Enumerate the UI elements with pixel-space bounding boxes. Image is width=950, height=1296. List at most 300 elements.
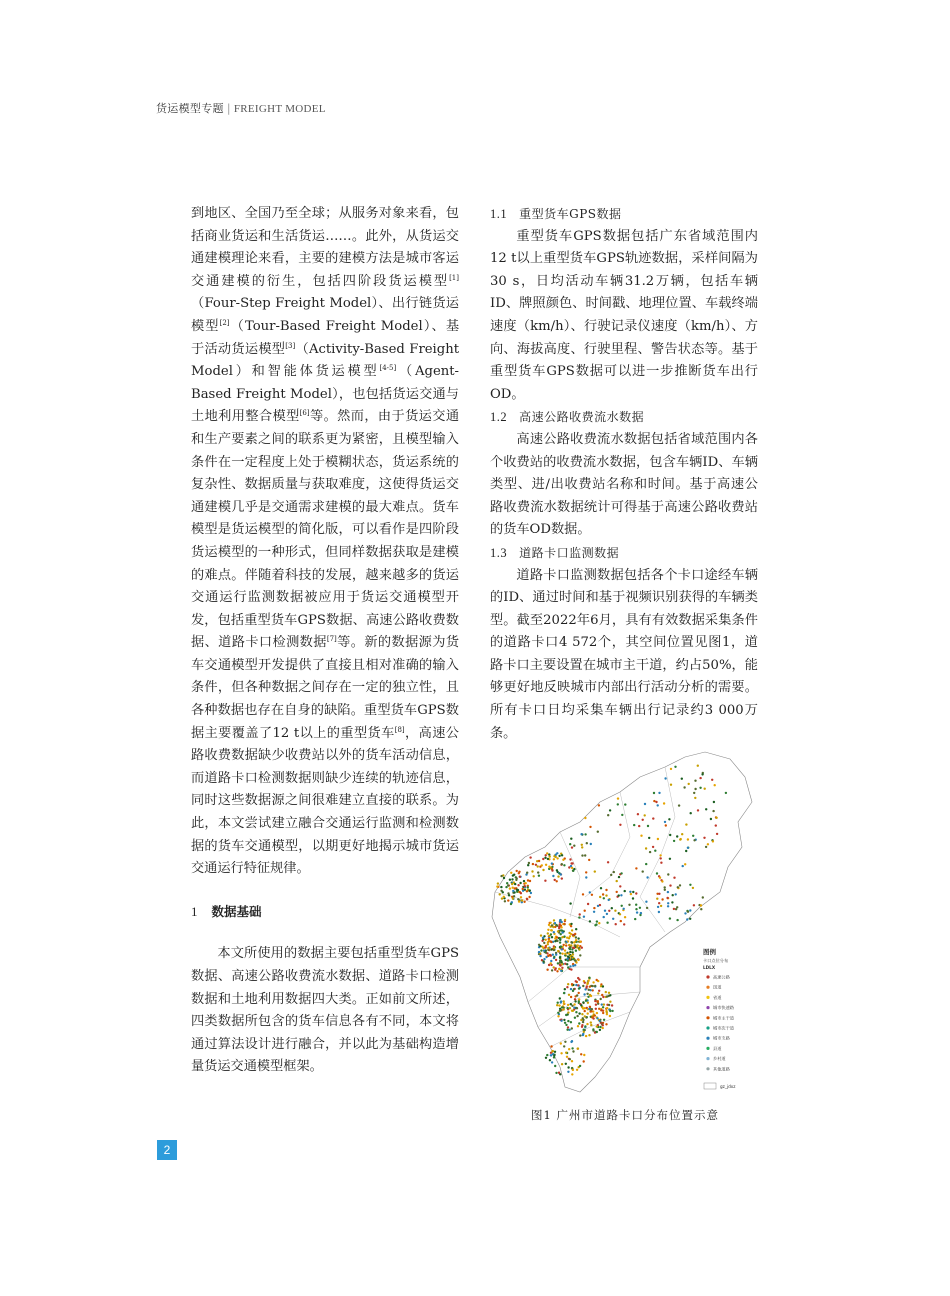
- checkpoint-dot: [623, 923, 625, 925]
- checkpoint-dot: [563, 944, 565, 946]
- checkpoint-dot: [578, 978, 580, 980]
- checkpoint-dot: [577, 1047, 579, 1049]
- checkpoint-dot: [597, 905, 599, 907]
- checkpoint-dot: [611, 907, 613, 909]
- checkpoint-dot: [512, 890, 514, 892]
- checkpoint-dot: [656, 872, 658, 874]
- checkpoint-dot: [582, 1021, 584, 1023]
- checkpoint-dot: [581, 854, 583, 856]
- right-column: [490, 203, 758, 745]
- checkpoint-dot: [586, 842, 588, 844]
- legend-swatch: [706, 975, 709, 978]
- checkpoint-dot: [570, 1003, 572, 1005]
- ref-4-5[interactable]: [4-5]: [379, 364, 397, 373]
- checkpoint-dot: [587, 982, 589, 984]
- checkpoint-dot: [560, 970, 562, 972]
- checkpoint-dot: [576, 1007, 578, 1009]
- checkpoint-dot: [553, 956, 555, 958]
- checkpoint-dot: [578, 916, 580, 918]
- checkpoint-dot: [545, 939, 547, 941]
- checkpoint-dot: [635, 892, 637, 894]
- section-1-3-paragraph: 道路卡口监测数据包括各个卡口途经车辆的ID、通过时间和基于视频识别获得的车辆类型。截至2022年6月，具有有效数据采集条件的道路卡口4 572个，其空间位置见图1，道路卡口主要设置在城市主干道，约占50%，能够更好地反映城市内部出行活动分析的需要。所有卡口日均采集车辆出行记录约3 000万条。: [490, 567, 758, 741]
- checkpoint-dot: [587, 996, 589, 998]
- checkpoint-dot: [565, 1063, 567, 1065]
- map-legend: [701, 944, 756, 1094]
- checkpoint-dot: [644, 803, 646, 805]
- checkpoint-dot: [561, 877, 563, 879]
- header-separator: |: [226, 102, 231, 115]
- checkpoint-dot: [529, 889, 531, 891]
- checkpoint-dot: [614, 910, 616, 912]
- checkpoint-dot: [547, 943, 549, 945]
- checkpoint-dot: [694, 788, 696, 790]
- checkpoint-dot: [571, 846, 573, 848]
- checkpoint-dot: [574, 1017, 576, 1019]
- checkpoint-dot: [640, 835, 642, 837]
- checkpoint-dot: [609, 1010, 611, 1012]
- checkpoint-dot: [580, 833, 582, 835]
- checkpoint-dot: [633, 824, 635, 826]
- checkpoint-dot: [532, 863, 534, 865]
- left-column: [191, 203, 459, 1079]
- checkpoint-dot: [563, 1045, 565, 1047]
- checkpoint-dot: [583, 916, 585, 918]
- checkpoint-dot: [582, 1001, 584, 1003]
- checkpoint-dot: [560, 929, 562, 931]
- checkpoint-dot: [620, 872, 622, 874]
- checkpoint-dot: [564, 1041, 566, 1043]
- checkpoint-dot: [609, 1015, 611, 1017]
- checkpoint-dot: [583, 1054, 585, 1056]
- checkpoint-dot: [572, 1069, 574, 1071]
- checkpoint-dot: [582, 1017, 584, 1019]
- checkpoint-dot: [566, 958, 568, 960]
- checkpoint-dot: [597, 992, 599, 994]
- checkpoint-dot: [567, 966, 569, 968]
- checkpoint-dot: [589, 1006, 591, 1008]
- checkpoint-dot: [559, 997, 561, 999]
- checkpoint-dot: [543, 950, 545, 952]
- checkpoint-dot: [577, 937, 579, 939]
- running-header: [156, 100, 326, 116]
- checkpoint-dot: [687, 838, 689, 840]
- legend-swatch: [706, 1057, 709, 1060]
- checkpoint-dot: [694, 780, 696, 782]
- checkpoint-dot: [589, 826, 591, 828]
- checkpoint-dot: [555, 1072, 557, 1074]
- checkpoint-dot: [575, 939, 577, 941]
- checkpoint-dot: [569, 935, 571, 937]
- checkpoint-dot: [516, 870, 518, 872]
- checkpoint-dot: [636, 911, 638, 913]
- checkpoint-dot: [581, 1026, 583, 1028]
- checkpoint-dot: [554, 1051, 556, 1053]
- checkpoint-dot: [601, 994, 603, 996]
- checkpoint-dot: [529, 880, 531, 882]
- checkpoint-dot: [700, 908, 702, 910]
- checkpoint-dot: [658, 893, 660, 895]
- checkpoint-dot: [642, 870, 644, 872]
- checkpoint-dot: [548, 939, 550, 941]
- checkpoint-dot: [701, 773, 703, 775]
- checkpoint-dot: [700, 904, 702, 906]
- checkpoint-dot: [561, 953, 563, 955]
- checkpoint-dot: [595, 1004, 597, 1006]
- checkpoint-dot: [561, 1006, 563, 1008]
- ref-6[interactable]: [6]: [299, 409, 310, 418]
- checkpoint-dot: [582, 1034, 584, 1036]
- legend-field: LDLX: [703, 965, 716, 970]
- checkpoint-dot: [712, 840, 714, 842]
- section-1-3-heading: 1.3 道路卡口监测数据: [490, 545, 620, 560]
- legend-label: 高速公路: [713, 974, 730, 980]
- checkpoint-dot: [540, 949, 542, 951]
- checkpoint-dot: [602, 1012, 604, 1014]
- checkpoint-dot: [694, 797, 696, 799]
- checkpoint-dot: [652, 846, 654, 848]
- checkpoint-dot: [596, 979, 598, 981]
- checkpoint-dot: [553, 947, 555, 949]
- checkpoint-dot: [568, 944, 570, 946]
- checkpoint-dot: [590, 1024, 592, 1026]
- checkpoint-dot: [600, 998, 602, 1000]
- checkpoint-dot: [547, 932, 549, 934]
- checkpoint-dot: [594, 1000, 596, 1002]
- checkpoint-dot: [611, 1010, 613, 1012]
- checkpoint-dot: [584, 817, 586, 819]
- checkpoint-dot: [577, 1025, 579, 1027]
- checkpoint-dot: [568, 1048, 570, 1050]
- checkpoint-dot: [571, 862, 573, 864]
- checkpoint-dot: [664, 889, 666, 891]
- checkpoint-dot: [697, 809, 699, 811]
- checkpoint-dot: [569, 843, 571, 845]
- checkpoint-dot: [585, 876, 587, 878]
- checkpoint-dot: [642, 819, 644, 821]
- page-number: 2: [157, 1140, 177, 1160]
- checkpoint-dot: [560, 945, 562, 947]
- checkpoint-dot: [624, 916, 626, 918]
- legend-label: 城市主干道: [713, 1015, 734, 1021]
- checkpoint-dot: [512, 887, 514, 889]
- checkpoint-dot: [676, 835, 678, 837]
- checkpoint-dot: [690, 812, 692, 814]
- checkpoint-dot: [557, 930, 559, 932]
- checkpoint-dot: [578, 987, 580, 989]
- checkpoint-dot: [546, 952, 548, 954]
- checkpoint-dot: [692, 887, 694, 889]
- checkpoint-dot: [576, 946, 578, 948]
- checkpoint-dot: [550, 941, 552, 943]
- checkpoint-dot: [702, 896, 704, 898]
- checkpoint-dot: [667, 905, 669, 907]
- checkpoint-dot: [638, 825, 640, 827]
- checkpoint-dot: [670, 784, 672, 786]
- checkpoint-dot: [555, 954, 557, 956]
- checkpoint-dot: [546, 852, 548, 854]
- checkpoint-dot: [661, 880, 663, 882]
- checkpoint-dot: [543, 942, 545, 944]
- checkpoint-dot: [503, 896, 505, 898]
- checkpoint-dot: [538, 860, 540, 862]
- checkpoint-dot: [591, 894, 593, 896]
- checkpoint-dot: [567, 1004, 569, 1006]
- checkpoint-dot: [569, 948, 571, 950]
- checkpoint-dot: [596, 1012, 598, 1014]
- checkpoint-dot: [572, 1010, 574, 1012]
- checkpoint-dot: [602, 985, 604, 987]
- checkpoint-dot: [545, 864, 547, 866]
- checkpoint-dot: [557, 875, 559, 877]
- checkpoint-dot: [693, 792, 695, 794]
- checkpoint-dot: [521, 899, 523, 901]
- ref-8[interactable]: [8]: [394, 725, 405, 734]
- checkpoint-dot: [607, 814, 609, 816]
- checkpoint-dot: [507, 899, 509, 901]
- checkpoint-dot: [506, 882, 508, 884]
- checkpoint-dot: [600, 1009, 602, 1011]
- checkpoint-dot: [556, 1004, 558, 1006]
- checkpoint-dot: [561, 921, 563, 923]
- checkpoint-dot: [619, 913, 621, 915]
- checkpoint-dot: [584, 910, 586, 912]
- checkpoint-dot: [561, 936, 563, 938]
- checkpoint-dot: [507, 884, 509, 886]
- checkpoint-dot: [715, 824, 717, 826]
- checkpoint-dot: [666, 897, 668, 899]
- checkpoint-dot: [539, 955, 541, 957]
- checkpoint-dot: [559, 941, 561, 943]
- legend-title: 图例: [703, 948, 716, 956]
- checkpoint-dot: [617, 803, 619, 805]
- checkpoint-dot: [605, 889, 607, 891]
- checkpoint-dot: [566, 986, 568, 988]
- checkpoint-dot: [555, 854, 557, 856]
- legend-swatch: [706, 1047, 709, 1050]
- checkpoint-dot: [519, 876, 521, 878]
- checkpoint-dot: [665, 824, 667, 826]
- checkpoint-dot: [564, 949, 566, 951]
- checkpoint-dot: [610, 874, 612, 876]
- checkpoint-dot: [664, 821, 666, 823]
- checkpoint-dot: [609, 994, 611, 996]
- checkpoint-dot: [640, 912, 642, 914]
- checkpoint-dot: [496, 885, 498, 887]
- checkpoint-dot: [562, 859, 564, 861]
- checkpoint-dot: [575, 961, 577, 963]
- legend-district-label: gz_jdxz: [720, 1084, 736, 1089]
- checkpoint-dot: [549, 1059, 551, 1061]
- checkpoint-dot: [529, 856, 531, 858]
- checkpoint-dot: [556, 869, 558, 871]
- checkpoint-dot: [657, 838, 659, 840]
- legend-swatch: [706, 1026, 709, 1029]
- checkpoint-dot: [572, 965, 574, 967]
- checkpoint-dot: [557, 962, 559, 964]
- checkpoint-dot: [497, 882, 499, 884]
- checkpoint-dot: [576, 1069, 578, 1071]
- checkpoint-dot: [590, 1021, 592, 1023]
- checkpoint-dot: [559, 952, 561, 954]
- checkpoint-dot: [645, 863, 647, 865]
- checkpoint-dot: [597, 1001, 599, 1003]
- checkpoint-dot: [566, 1007, 568, 1009]
- checkpoint-dot: [649, 851, 651, 853]
- checkpoint-dot: [578, 948, 580, 950]
- checkpoint-dot: [618, 876, 620, 878]
- checkpoint-dot: [584, 982, 586, 984]
- checkpoint-dot: [571, 1047, 573, 1049]
- ref-7[interactable]: [7]: [326, 635, 337, 644]
- checkpoint-dot: [557, 1015, 559, 1017]
- legend-label: 乡村道: [713, 1056, 726, 1062]
- checkpoint-dot: [541, 864, 543, 866]
- legend-label: 国道: [713, 984, 722, 990]
- checkpoint-dot: [503, 877, 505, 879]
- legend-label: 其他道路: [713, 1066, 730, 1072]
- checkpoint-dot: [590, 843, 592, 845]
- checkpoint-dot: [523, 901, 525, 903]
- checkpoint-dot: [678, 804, 680, 806]
- ref-3[interactable]: [3]: [285, 341, 296, 350]
- checkpoint-dot: [550, 960, 552, 962]
- checkpoint-dot: [527, 864, 529, 866]
- checkpoint-dot: [558, 968, 560, 970]
- checkpoint-dot: [508, 894, 510, 896]
- checkpoint-dot: [657, 804, 659, 806]
- checkpoint-dot: [563, 992, 565, 994]
- checkpoint-dot: [675, 908, 677, 910]
- checkpoint-dot: [704, 788, 706, 790]
- checkpoint-dot: [581, 947, 583, 949]
- checkpoint-dot: [585, 871, 587, 873]
- checkpoint-dot: [575, 936, 577, 938]
- checkpoint-dot: [684, 863, 686, 865]
- checkpoint-dot: [624, 803, 626, 805]
- checkpoint-dot: [689, 918, 691, 920]
- checkpoint-dot: [663, 802, 665, 804]
- checkpoint-dot: [618, 894, 620, 896]
- checkpoint-dot: [655, 801, 657, 803]
- checkpoint-dot: [551, 969, 553, 971]
- checkpoint-dot: [613, 871, 615, 873]
- checkpoint-dot: [675, 893, 677, 895]
- checkpoint-dot: [551, 1050, 553, 1052]
- checkpoint-dot: [611, 1004, 613, 1006]
- checkpoint-dot: [660, 862, 662, 864]
- checkpoint-dot: [588, 859, 590, 861]
- checkpoint-dot: [635, 904, 637, 906]
- checkpoint-dot: [499, 893, 501, 895]
- checkpoint-dot: [560, 873, 562, 875]
- legend-subtitle: 卡口点位分布: [703, 958, 729, 963]
- checkpoint-dot: [646, 907, 648, 909]
- checkpoint-dot: [653, 792, 655, 794]
- checkpoint-dot: [716, 833, 718, 835]
- checkpoint-dot: [526, 872, 528, 874]
- checkpoint-dot: [632, 891, 634, 893]
- checkpoint-dot: [578, 1022, 580, 1024]
- checkpoint-dot: [602, 1024, 604, 1026]
- checkpoint-dot: [565, 1014, 567, 1016]
- checkpoint-dot: [542, 869, 544, 871]
- checkpoint-dot: [599, 896, 601, 898]
- checkpoint-dot: [567, 1026, 569, 1028]
- checkpoint-dot: [569, 951, 571, 953]
- checkpoint-dot: [545, 854, 547, 856]
- checkpoint-dot: [559, 957, 561, 959]
- checkpoint-dot: [623, 908, 625, 910]
- checkpoint-dot: [550, 1054, 552, 1056]
- checkpoint-dot: [571, 1073, 573, 1075]
- legend-swatch: [706, 1006, 709, 1009]
- checkpoint-dot: [634, 918, 636, 920]
- checkpoint-dot: [526, 890, 528, 892]
- checkpoint-dot: [500, 886, 502, 888]
- checkpoint-dot: [586, 1023, 588, 1025]
- checkpoint-dot: [541, 940, 543, 942]
- checkpoint-dot: [570, 1021, 572, 1023]
- checkpoint-dot: [697, 765, 699, 767]
- checkpoint-dot: [600, 887, 602, 889]
- checkpoint-dot: [605, 1023, 607, 1025]
- checkpoint-dot: [570, 838, 572, 840]
- checkpoint-dot: [699, 787, 701, 789]
- checkpoint-dot: [556, 970, 558, 972]
- checkpoint-dot: [563, 1008, 565, 1010]
- checkpoint-dot: [563, 1019, 565, 1021]
- checkpoint-dot: [560, 926, 562, 928]
- checkpoint-dot: [514, 887, 516, 889]
- checkpoint-dot: [584, 833, 586, 835]
- checkpoint-dot: [560, 1052, 562, 1054]
- checkpoint-dot: [713, 801, 715, 803]
- checkpoint-dot: [560, 933, 562, 935]
- checkpoint-dot: [573, 947, 575, 949]
- checkpoint-dot: [549, 867, 551, 869]
- header-zh: 货运模型专题: [156, 102, 224, 115]
- checkpoint-dot: [603, 897, 605, 899]
- checkpoint-dot: [667, 873, 669, 875]
- checkpoint-dot: [619, 824, 621, 826]
- section-1-1-paragraph: 重型货车GPS数据包括广东省域范围内12 t以上重型货车GPS轨迹数据，采样间隔为30 s，日均活动车辆31.2万辆，包括车辆ID、牌照颜色、时间戳、地理位置、车载终端速度（km/h）、行驶记录仪速度（km/h）、方向、海拔高度、行驶里程、警告状态等。基于重型货车GPS数据可以进一步推断货车出行OD。: [490, 228, 758, 402]
- checkpoint-dot: [560, 1020, 562, 1022]
- checkpoint-dot: [628, 904, 630, 906]
- checkpoint-dot: [687, 911, 689, 913]
- checkpoint-dot: [511, 878, 513, 880]
- checkpoint-dot: [597, 831, 599, 833]
- checkpoint-dot: [591, 1008, 593, 1010]
- checkpoint-dot: [569, 965, 571, 967]
- ref-1[interactable]: [1]: [449, 273, 459, 282]
- checkpoint-dot: [553, 858, 555, 860]
- checkpoint-dot: [603, 1019, 605, 1021]
- legend-swatch: [706, 1037, 709, 1040]
- checkpoint-dot: [578, 998, 580, 1000]
- checkpoint-dot: [707, 843, 709, 845]
- checkpoint-dot: [569, 858, 571, 860]
- checkpoint-dot: [578, 1012, 580, 1014]
- checkpoint-dot: [551, 1061, 553, 1063]
- legend-swatch: [706, 1016, 709, 1019]
- checkpoint-dot: [668, 818, 670, 820]
- legend-swatch: [706, 1067, 709, 1070]
- checkpoint-dot: [679, 838, 681, 840]
- ref-2[interactable]: [2]: [219, 318, 230, 327]
- checkpoint-dot: [564, 919, 566, 921]
- checkpoint-dot: [557, 1002, 559, 1004]
- checkpoint-dot: [594, 870, 596, 872]
